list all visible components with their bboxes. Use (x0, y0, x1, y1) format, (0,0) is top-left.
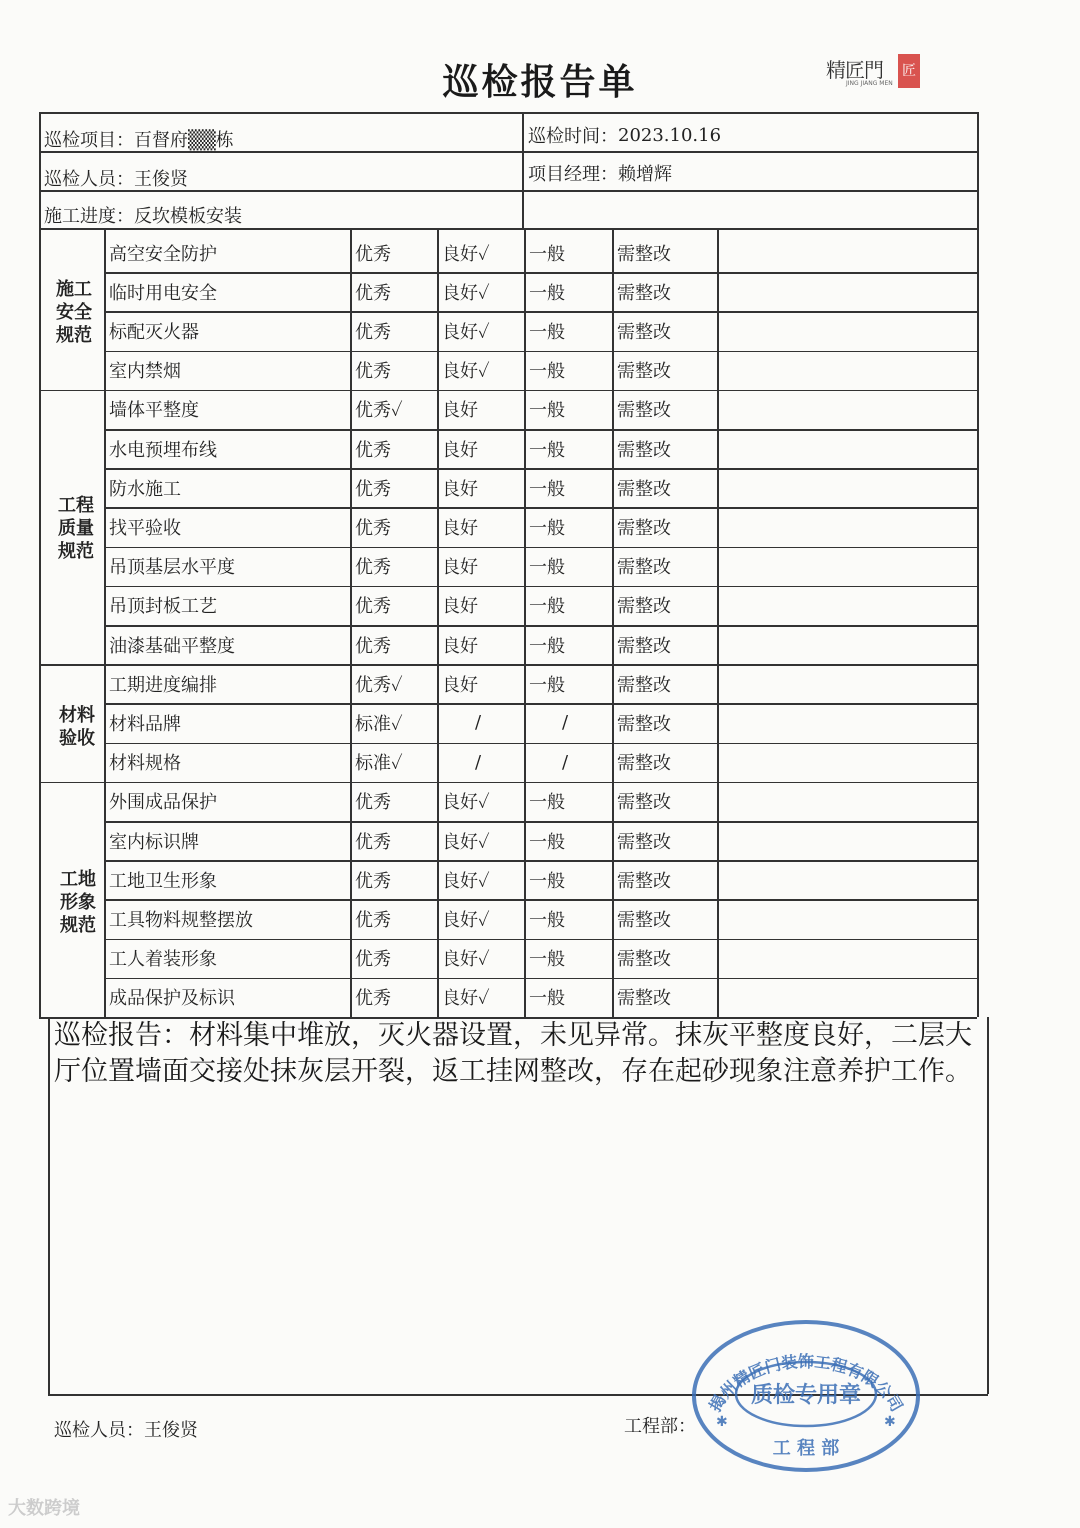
project-label: 巡检项目： (44, 130, 134, 151)
table-rule (104, 272, 977, 274)
rating-option: 良好✓ (442, 243, 490, 265)
table-rule (612, 228, 614, 1017)
row-item-label: 室内禁烟 (109, 361, 181, 383)
logo-brand: 精匠門 (826, 58, 883, 82)
rating-option: 需整改 (617, 949, 671, 971)
row-item-label: 外围成品保护 (109, 792, 217, 814)
rating-option: 良好✓ (442, 949, 490, 971)
logo-subtitle: JING JIANG MEN (846, 80, 893, 87)
table-rule (104, 703, 977, 705)
row-item-label: 工期进度编排 (109, 674, 217, 696)
row-item-label: 油漆基础平整度 (109, 635, 235, 657)
rating-option: 需整改 (617, 361, 671, 383)
inspector-label: 巡检人员： (44, 169, 134, 190)
table-rule (39, 151, 977, 153)
rating-option: 一般 (529, 517, 565, 539)
row-item-label: 吊顶封板工艺 (109, 596, 217, 618)
rating-option: 需整改 (617, 831, 671, 853)
progress-label: 施工进度： (44, 206, 134, 227)
manager-field (528, 154, 672, 192)
table-rule (104, 821, 977, 823)
rating-option: 良好 (442, 557, 478, 579)
rating-option: 需整改 (617, 557, 671, 579)
rating-option: 一般 (529, 321, 565, 343)
table-rule (104, 547, 977, 549)
category-line: 形象 (60, 892, 96, 913)
rating-option: 一般 (529, 988, 565, 1010)
table-rule (987, 1017, 989, 1394)
rating-option: 良好✓ (442, 792, 490, 814)
table-rule (104, 978, 977, 980)
rating-option: 优秀 (355, 282, 391, 304)
table-rule (104, 743, 977, 745)
rating-option: 一般 (529, 282, 565, 304)
row-item-label: 工地卫生形象 (109, 870, 217, 892)
category-line: 施工 (56, 279, 92, 300)
rating-option: 良好 (442, 596, 478, 618)
category-line: 质量 (58, 518, 94, 539)
table-rule (104, 390, 977, 392)
manager-label: 项目经理： (528, 164, 618, 185)
rating-option: 优秀 (355, 988, 391, 1010)
rating-option: 优秀 (355, 949, 391, 971)
rating-option: 一般 (529, 361, 565, 383)
table-rule (524, 228, 526, 1017)
rating-option: 良好 (442, 517, 478, 539)
table-rule (104, 860, 977, 862)
table-rule (717, 228, 719, 1017)
table-rule (104, 782, 977, 784)
row-item-label: 高空安全防护 (109, 243, 217, 265)
rating-option: 需整改 (617, 713, 671, 735)
rating-option: 优秀 (355, 831, 391, 853)
rating-option: 优秀 (355, 870, 391, 892)
category-safety (44, 278, 104, 347)
stamp-star-icon: ✱ (716, 1414, 728, 1430)
rating-option: 需整改 (617, 792, 671, 814)
row-item-label: 工具物料规整摆放 (109, 909, 253, 931)
stamp-star-icon: ✱ (884, 1414, 896, 1430)
table-rule (39, 112, 41, 1017)
time-label: 巡检时间： (528, 126, 618, 147)
row-item-label: 材料规格 (109, 753, 181, 775)
table-rule (48, 1017, 50, 1394)
category-line: 验收 (59, 728, 95, 749)
rating-option: 一般 (529, 478, 565, 500)
rating-option: 良好 (442, 635, 478, 657)
rating-option: 需整改 (617, 870, 671, 892)
rating-option: 优秀 (355, 321, 391, 343)
row-item-label: 水电预埋布线 (109, 439, 217, 461)
stamp-outer-text: 揭州精匠门装饰工程有限公司 (705, 1351, 907, 1415)
row-item-label: 标配灭火器 (109, 321, 199, 343)
table-rule (350, 228, 352, 1017)
rating-option: 需整改 (617, 478, 671, 500)
table-rule (977, 112, 979, 1017)
rating-option: 一般 (529, 243, 565, 265)
rating-option: 需整改 (617, 635, 671, 657)
category-line: 规范 (60, 915, 96, 936)
category-site-image (48, 868, 108, 937)
table-rule (39, 190, 977, 192)
progress-value: 反坎模板安装 (134, 206, 242, 227)
rating-option: 优秀 (355, 439, 391, 461)
rating-option: 良好✓ (442, 831, 490, 853)
rating-option: 优秀✓ (355, 674, 403, 696)
row-item-label: 防水施工 (109, 478, 181, 500)
rating-option: 需整改 (617, 439, 671, 461)
rating-option: 一般 (529, 870, 565, 892)
category-line: 规范 (58, 541, 94, 562)
table-rule (104, 899, 977, 901)
rating-option: 一般 (529, 400, 565, 422)
table-rule (39, 112, 977, 114)
table-rule (104, 586, 977, 588)
rating-option: 优秀 (355, 635, 391, 657)
rating-option: 需整改 (617, 753, 671, 775)
rating-option: 标准✓ (355, 713, 403, 735)
table-rule (39, 228, 977, 230)
row-item-label: 墙体平整度 (109, 400, 199, 422)
rating-option: 优秀 (355, 557, 391, 579)
rating-option: 良好✓ (442, 321, 490, 343)
page-title: 巡检报告单 (442, 61, 638, 103)
table-rule (104, 507, 977, 509)
stamp-center-text: 质检专用章 (750, 1382, 862, 1408)
rating-option: / (562, 712, 569, 734)
rating-option: 优秀 (355, 361, 391, 383)
rating-option: 良好 (442, 674, 478, 696)
table-rule (437, 228, 439, 1017)
rating-option: 标准✓ (355, 753, 403, 775)
rating-option: 需整改 (617, 400, 671, 422)
row-item-label: 工人着装形象 (109, 949, 217, 971)
time-value: 2023.10.16 (618, 124, 722, 146)
category-line: 工地 (60, 869, 96, 890)
stamp-bottom-text: 工 程 部 (772, 1438, 840, 1459)
row-item-label: 吊顶基层水平度 (109, 557, 235, 579)
rating-option: 需整改 (617, 988, 671, 1010)
row-item-label: 临时用电安全 (109, 282, 217, 304)
row-item-label: 材料品牌 (109, 713, 181, 735)
rating-option: 需整改 (617, 517, 671, 539)
rating-option: 优秀 (355, 792, 391, 814)
table-rule (522, 112, 524, 228)
rating-option: 优秀 (355, 243, 391, 265)
project-value: 百督府▒▒栋 (134, 130, 234, 151)
rating-option: 一般 (529, 635, 565, 657)
category-line: 工程 (58, 495, 94, 516)
rating-option: 需整改 (617, 321, 671, 343)
rating-option: 一般 (529, 674, 565, 696)
table-rule (39, 664, 104, 666)
category-line: 安全 (56, 302, 92, 323)
time-field (528, 116, 721, 154)
rating-option: 一般 (529, 439, 565, 461)
rating-option: 良好✓ (442, 361, 490, 383)
rating-option: / (562, 751, 569, 773)
table-rule (104, 939, 977, 941)
inspector-value: 王俊贤 (134, 169, 188, 190)
rating-option: 良好✓ (442, 870, 490, 892)
row-item-label: 找平验收 (109, 517, 181, 539)
quality-stamp (690, 1316, 922, 1474)
rating-option: / (475, 751, 482, 773)
footer-department: 工程部： (624, 1416, 696, 1437)
table-rule (39, 782, 104, 784)
table-rule (39, 390, 104, 392)
rating-option: 一般 (529, 792, 565, 814)
inspection-report: 巡检报告：材料集中堆放，灭火器设置，未见异常。抹灰平整度良好，二层大厅位置墙面交接处抹灰层开裂，返工挂网整改，存在起砂现象注意养护工作。 (54, 1020, 972, 1087)
table-rule (104, 228, 106, 1017)
rating-option: 需整改 (617, 909, 671, 931)
rating-option: 优秀 (355, 596, 391, 618)
rating-option: 需整改 (617, 596, 671, 618)
rating-option: 良好✓ (442, 282, 490, 304)
manager-value: 赖增辉 (618, 164, 672, 185)
rating-option: 良好✓ (442, 988, 490, 1010)
rating-option: 良好 (442, 400, 478, 422)
logo-seal: 匠 (898, 54, 920, 88)
rating-option: 需整改 (617, 243, 671, 265)
rating-option: 良好 (442, 478, 478, 500)
table-rule (104, 311, 977, 313)
row-item-label: 室内标识牌 (109, 831, 199, 853)
table-rule (104, 664, 977, 666)
category-materials (47, 704, 107, 750)
rating-option: 一般 (529, 596, 565, 618)
rating-option: 需整改 (617, 282, 671, 304)
rating-option: 一般 (529, 909, 565, 931)
category-line: 规范 (56, 325, 92, 346)
rating-option: / (475, 712, 482, 734)
rating-option: 一般 (529, 831, 565, 853)
table-rule (104, 429, 977, 431)
table-rule (104, 351, 977, 353)
watermark: 大数跨境 (8, 1498, 80, 1519)
rating-option: 一般 (529, 557, 565, 579)
rating-option: 优秀 (355, 478, 391, 500)
rating-option: 优秀 (355, 517, 391, 539)
rating-option: 需整改 (617, 674, 671, 696)
rating-option: 良好 (442, 439, 478, 461)
row-item-label: 成品保护及标识 (109, 988, 235, 1010)
rating-option: 优秀✓ (355, 400, 403, 422)
table-rule (104, 468, 977, 470)
footer-inspector: 巡检人员：王俊贤 (54, 1420, 198, 1441)
rating-option: 优秀 (355, 909, 391, 931)
category-quality (46, 494, 106, 563)
rating-option: 良好✓ (442, 909, 490, 931)
table-rule (104, 625, 977, 627)
rating-option: 一般 (529, 949, 565, 971)
category-line: 材料 (59, 705, 95, 726)
